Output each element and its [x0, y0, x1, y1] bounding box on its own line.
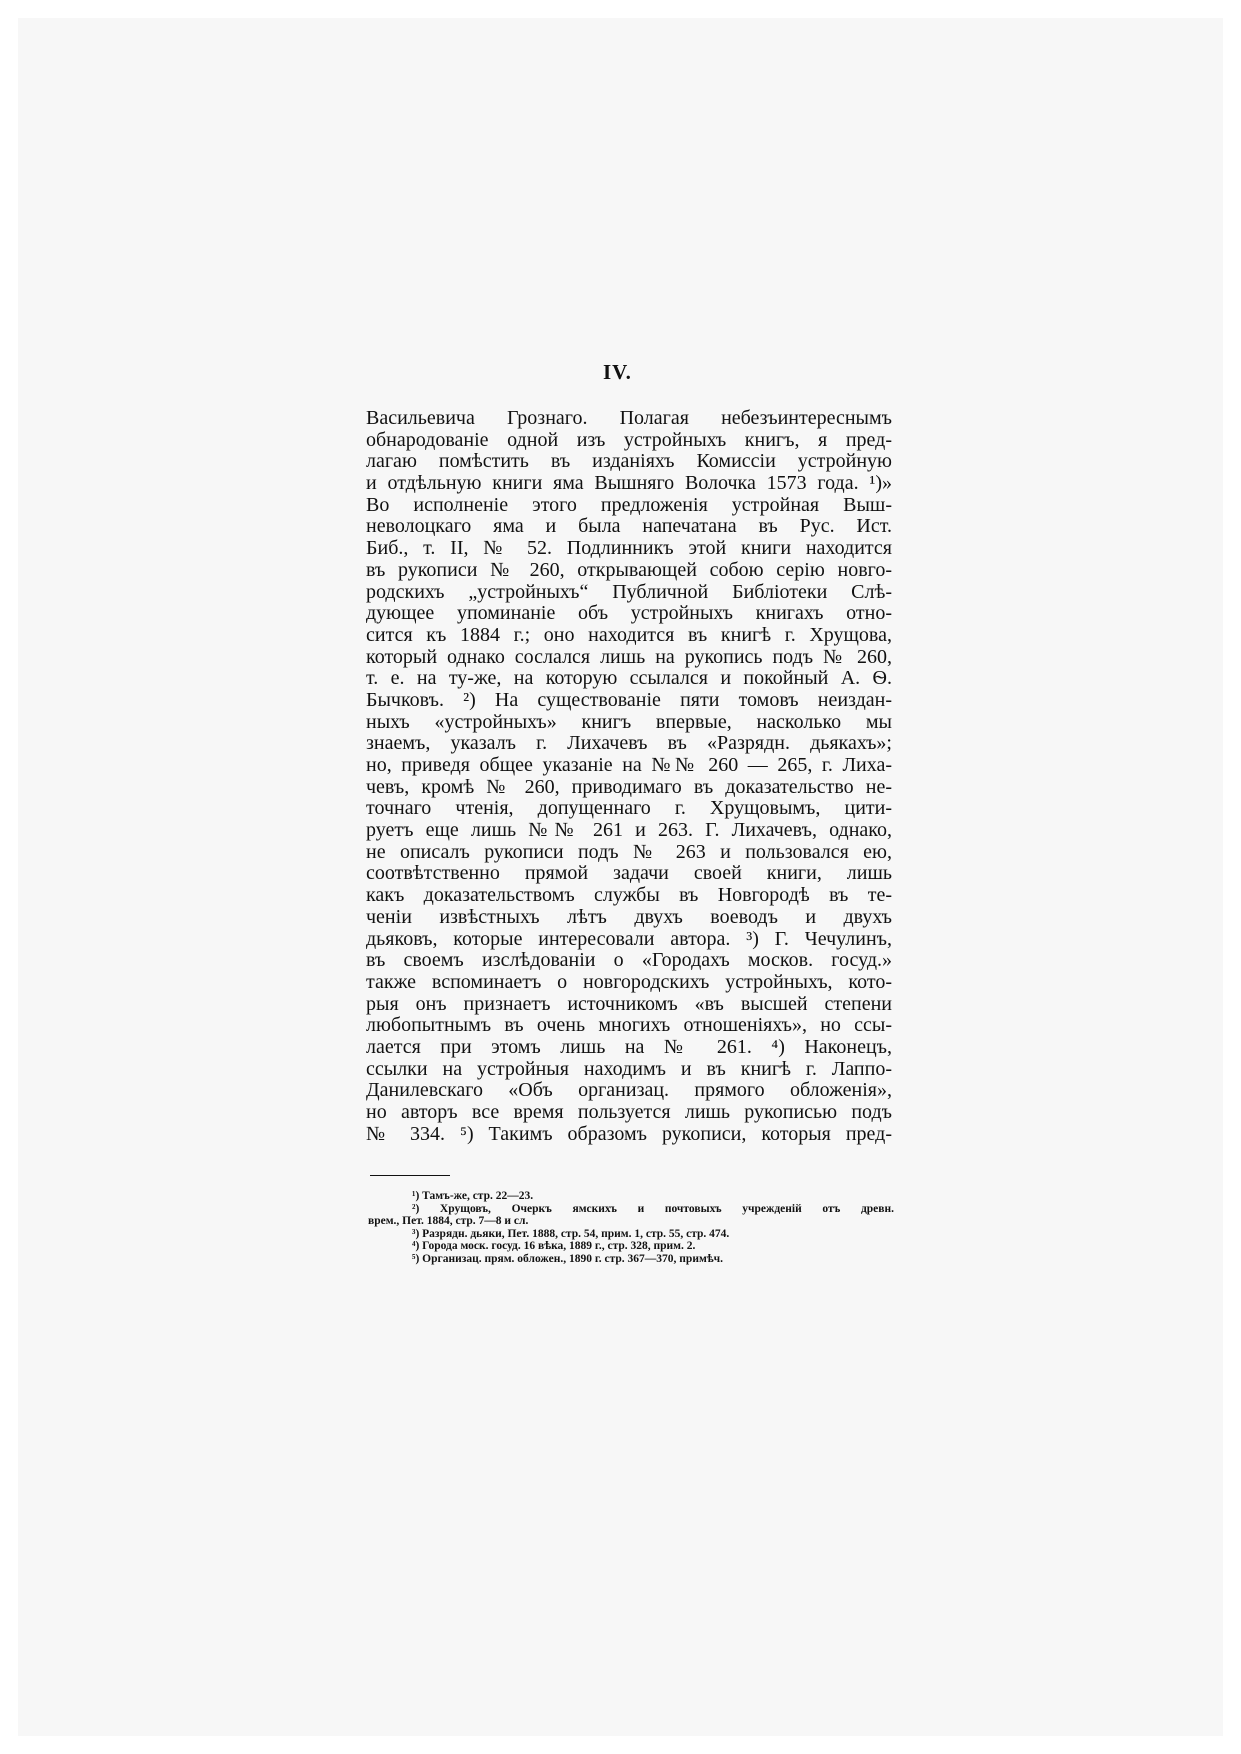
text-line: неволоцкаго яма и была напечатана въ Рус. Ист. — [366, 515, 892, 538]
footnote-2: ²) Хрущовъ, Очеркъ ямскихъ и почтовыхъ учрежденій отъ древн. — [412, 1202, 894, 1215]
text-line: дьяковъ, которые интересовали автора. ³) Г. Чечулинъ, — [366, 927, 892, 950]
text-line: но авторъ все время пользуется лишь рукописью подъ — [366, 1101, 892, 1123]
text-line: т. е. на ту-же, на которую ссылался и покойный А. Ѳ. — [366, 667, 892, 690]
text-line: лается при этомъ лишь на № 261. ⁴) Наконецъ, — [366, 1035, 892, 1058]
text-line: также вспоминаетъ о новгородскихъ устройныхъ, кото- — [366, 970, 892, 993]
text-line: Бычковъ. ²) На существованіе пяти томовъ неиздан- — [366, 688, 892, 711]
text-line: но, приведя общее указаніе на №№ 260 — 265, г. Лиха- — [366, 754, 892, 776]
footnote-1: ¹) Тамъ-же, стр. 22—23. — [412, 1190, 534, 1202]
text-line: въ рукописи № 260, открывающей собою серію новго- — [366, 558, 892, 581]
text-line: лагаю помѣстить въ изданіяхъ Комиссіи устройную — [366, 450, 892, 473]
text-line: Данилевскаго «Объ организац. прямого обложенія», — [366, 1079, 892, 1102]
footnote-5: ⁵) Организац. прям. обложен., 1890 г. стр. 367—370, примѣч. — [412, 1252, 724, 1265]
text-line: ченіи извѣстныхъ лѣтъ двухъ воеводъ и двухъ — [366, 905, 892, 928]
text-line: обнародованіе одной изъ устройныхъ книгъ, я пред- — [366, 428, 892, 451]
text-line: знаемъ, указалъ г. Лихачевъ въ «Разрядн. дьякахъ»; — [366, 732, 892, 755]
text-line: чевъ, кромѣ № 260, приводимаго въ доказательство не- — [366, 775, 892, 798]
text-line: № 334. ⁵) Такимъ образомъ рукописи, которыя пред- — [366, 1122, 892, 1145]
text-line: любопытнымъ въ очень многихъ отношеніяхъ», но ссы- — [366, 1014, 892, 1037]
text-line: соотвѣтственно прямой задачи своей книги, лишь — [366, 862, 892, 885]
text-line: который однако сослался лишь на рукопись подъ № 260, — [366, 645, 892, 668]
text-line: какъ доказательствомъ службы въ Новгородѣ въ те- — [366, 884, 892, 907]
text-line: точнаго чтенія, допущеннаго г. Хрущовымъ, цити- — [366, 797, 892, 820]
footnote-3: ³) Разрядн. дьяки, Пет. 1888, стр. 54, прим. 1, стр. 55, стр. 474. — [412, 1227, 730, 1240]
text-line: Во исполненіе этого предложенія устройная Выш- — [366, 493, 892, 516]
footnote-4: ⁴) Города моск. госуд. 16 вѣка, 1889 г., стр. 328, прим. 2. — [412, 1240, 696, 1253]
footnote-separator — [370, 1175, 450, 1176]
text-line: въ своемъ изслѣдованіи о «Городахъ москов. госуд.» — [366, 949, 892, 972]
text-line: родскихъ „устройныхъ“ Публичной Библіотеки Слѣ- — [366, 580, 892, 603]
footnotes — [368, 1190, 894, 1266]
text-line: руетъ еще лишь №№ 261 и 263. Г. Лихачевъ, однако, — [366, 819, 892, 842]
text-line: ныхъ «устройныхъ» книгъ впервые, насколько мы — [366, 710, 892, 733]
text-line: и отдѣльную книги яма Вышняго Волочка 1573 года. ¹)» — [366, 472, 892, 495]
text-line: Биб., т. II, № 52. Подлинникъ этой книги находится — [366, 537, 892, 560]
footnote-2-continuation: врем., Пет. 1884, стр. 7—8 и сл. — [368, 1215, 529, 1228]
text-line: рыя онъ признаетъ источникомъ «въ высшей степени — [366, 992, 892, 1015]
text-line: дующее упоминаніе объ устройныхъ книгахъ отно- — [366, 602, 892, 625]
text-line: Васильевича Грознаго. Полагая небезъинтереснымъ — [366, 407, 892, 429]
text-line: не описалъ рукописи подъ № 263 и пользовался ею, — [366, 840, 892, 863]
text-line: сится къ 1884 г.; оно находится въ книгѣ г. Хрущова, — [366, 623, 892, 646]
page-number: IV. — [603, 360, 632, 384]
body-text — [366, 408, 892, 1145]
text-line: ссылки на устройныя находимъ и въ книгѣ г. Лаппо- — [366, 1057, 892, 1080]
